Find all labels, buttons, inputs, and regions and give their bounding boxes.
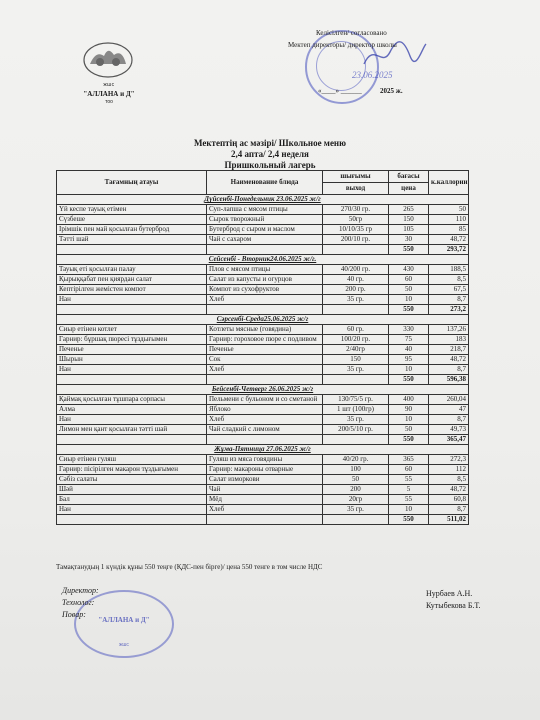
table-row xyxy=(57,325,469,335)
dish-name-ru: Печенье xyxy=(207,345,323,355)
dish-kcal: 260,04 xyxy=(429,395,469,405)
day-total-kcal: 365,47 xyxy=(429,435,469,445)
dish-price: 10 xyxy=(389,505,429,515)
dish-name-ru: Чай xyxy=(207,485,323,495)
table-row xyxy=(57,405,469,415)
dish-name-ru: Чай сладкий с лимоном xyxy=(207,425,323,435)
dish-price: 55 xyxy=(389,495,429,505)
dish-name-kz: Сиыр етінен гуляш xyxy=(57,455,207,465)
day-total-row xyxy=(57,375,469,385)
col-header-kcal: к.каллории xyxy=(429,171,469,195)
table-row xyxy=(57,485,469,495)
dish-name-kz: Сүзбеше xyxy=(57,215,207,225)
day-total-price: 550 xyxy=(389,375,429,385)
signer-name-1: Нурбаев А.Н. xyxy=(426,589,473,598)
total-empty-2 xyxy=(207,515,323,525)
dish-name-ru: Хлеб xyxy=(207,415,323,425)
dish-name-kz: Нан xyxy=(57,415,207,425)
dish-kcal: 137,26 xyxy=(429,325,469,335)
day-title: Дүйсенбі-Понедельник 23.06.2025 ж/г xyxy=(57,195,469,205)
dish-name-ru: Хлеб xyxy=(207,505,323,515)
table-row xyxy=(57,415,469,425)
dish-output: 35 гр. xyxy=(323,365,389,375)
dish-name-ru: Хлеб xyxy=(207,295,323,305)
dish-output: 150 xyxy=(323,355,389,365)
dish-name-ru: Салат изморкови xyxy=(207,475,323,485)
dish-output: 10/10/35 гр xyxy=(323,225,389,235)
school-stamp-name: "АЛЛАНА и Д" xyxy=(98,616,150,624)
day-total-price: 550 xyxy=(389,515,429,525)
dish-output: 1 шт (100гр) xyxy=(323,405,389,415)
day-total-price: 550 xyxy=(389,245,429,255)
dish-name-kz: Тәтті шай xyxy=(57,235,207,245)
table-row xyxy=(57,215,469,225)
dish-price: 40 xyxy=(389,345,429,355)
dish-name-kz: Қаймақ қосылған тұшпара сорпасы xyxy=(57,395,207,405)
dish-kcal: 8,7 xyxy=(429,505,469,515)
total-empty-2 xyxy=(207,375,323,385)
col-header-price-ru: цена xyxy=(389,183,429,195)
table-row xyxy=(57,455,469,465)
dish-name-kz: Бал xyxy=(57,495,207,505)
table-row xyxy=(57,345,469,355)
table-row xyxy=(57,275,469,285)
dish-price: 5 xyxy=(389,485,429,495)
sign-technologist: Технолог: xyxy=(62,598,95,607)
col-header-kz: Тағамның атауы xyxy=(57,171,207,195)
menu-table xyxy=(56,170,469,525)
dish-kcal: 50 xyxy=(429,205,469,215)
total-empty-3 xyxy=(323,435,389,445)
day-title: Жұма-Пятница 27.06.2025 ж/г xyxy=(57,445,469,455)
day-title: Сейсенбі - Вторник24.06.2025 ж/г. xyxy=(57,255,469,265)
dish-price: 265 xyxy=(389,205,429,215)
day-total-row xyxy=(57,245,469,255)
dish-output: 35 гр. xyxy=(323,415,389,425)
table-row xyxy=(57,235,469,245)
dish-output: 100/20 гр. xyxy=(323,335,389,345)
dish-output: 270/30 гр. xyxy=(323,205,389,215)
dish-name-kz: Гарнир: бұршақ пюресі тұздығымен xyxy=(57,335,207,345)
day-header-row xyxy=(57,255,469,265)
dish-name-kz: Үй кеспе тауық етімен xyxy=(57,205,207,215)
table-row xyxy=(57,475,469,485)
day-total-kcal: 273,2 xyxy=(429,305,469,315)
dish-kcal: 47 xyxy=(429,405,469,415)
dish-price: 10 xyxy=(389,365,429,375)
dish-name-ru: Пельмени с бульоном и со сметаной xyxy=(207,395,323,405)
table-row xyxy=(57,355,469,365)
dish-output: 50гр xyxy=(323,215,389,225)
logo-line1: жшс xyxy=(103,82,115,88)
total-empty-3 xyxy=(323,515,389,525)
dish-name-kz: Шәй xyxy=(57,485,207,495)
dish-name-ru: Компот из сухофруктов xyxy=(207,285,323,295)
dish-name-kz: Сиыр етінен котлет xyxy=(57,325,207,335)
table-row xyxy=(57,365,469,375)
dish-name-kz: Нан xyxy=(57,295,207,305)
dish-name-kz: Шырын xyxy=(57,355,207,365)
doc-camp: Пришкольный лагерь xyxy=(224,160,316,170)
dish-name-ru: Бутерброд с сыром и маслом xyxy=(207,225,323,235)
table-row xyxy=(57,505,469,515)
dish-kcal: 8,7 xyxy=(429,365,469,375)
col-header-ru: Наименование блюда xyxy=(207,171,323,195)
dish-name-ru: Гарнир: гороховое пюре с подливом xyxy=(207,335,323,345)
school-stamp-sub: жшс xyxy=(119,642,129,648)
dish-price: 50 xyxy=(389,425,429,435)
day-total-kcal: 293,72 xyxy=(429,245,469,255)
table-row xyxy=(57,265,469,275)
dish-output: 200 гр. xyxy=(323,285,389,295)
dish-kcal: 272,3 xyxy=(429,455,469,465)
approval-year: 2025 ж. xyxy=(380,87,403,95)
dish-name-ru: Яблоко xyxy=(207,405,323,415)
dish-name-kz: Нан xyxy=(57,365,207,375)
col-header-price-kz: бағасы xyxy=(389,171,429,183)
dish-name-kz: Лимон мен қант қосылған тәтті шай xyxy=(57,425,207,435)
signer-name-2: Кутыбекова Б.Т. xyxy=(426,601,481,610)
dish-name-ru: Сырок творожный xyxy=(207,215,323,225)
logo-name: "АЛЛАНА и Д" xyxy=(83,90,135,98)
dish-kcal: 188,5 xyxy=(429,265,469,275)
approval-director: Мектеп директоры/ директор школы xyxy=(288,41,397,49)
total-empty-1 xyxy=(57,245,207,255)
dish-output: 40/20 гр. xyxy=(323,455,389,465)
dish-price: 430 xyxy=(389,265,429,275)
total-empty-1 xyxy=(57,515,207,525)
dish-name-ru: Гуляш из мяса говядины xyxy=(207,455,323,465)
total-empty-3 xyxy=(323,245,389,255)
dish-output: 20гр xyxy=(323,495,389,505)
table-row xyxy=(57,335,469,345)
dish-name-kz: Гарнир: пісірілген макарон тұздығымен xyxy=(57,465,207,475)
table-row xyxy=(57,465,469,475)
table-header-row-1 xyxy=(57,171,469,183)
table-row xyxy=(57,425,469,435)
total-empty-2 xyxy=(207,245,323,255)
dish-name-kz: Кептірілген жемістен компот xyxy=(57,285,207,295)
dish-price: 60 xyxy=(389,275,429,285)
dish-output: 2/40гр xyxy=(323,345,389,355)
total-empty-3 xyxy=(323,375,389,385)
dish-name-ru: Салат из капусты и огурцов xyxy=(207,275,323,285)
dish-name-kz: Нан xyxy=(57,505,207,515)
dish-name-ru: Мёд xyxy=(207,495,323,505)
dish-name-kz: Қырыққабат пен қиярдан салат xyxy=(57,275,207,285)
dish-name-kz: Алма xyxy=(57,405,207,415)
dish-kcal: 8,5 xyxy=(429,275,469,285)
day-title: Сәрсенбі-Среда25.06.2025 ж/г xyxy=(57,315,469,325)
dish-output: 200/5/10 гр. xyxy=(323,425,389,435)
day-header-row xyxy=(57,315,469,325)
price-note: Тамақтанудың 1 күндік құны 550 теңге (ҚДС-пен бірге)/ цена 550 тенге в том числе НДС xyxy=(56,563,323,571)
day-total-row xyxy=(57,305,469,315)
total-empty-1 xyxy=(57,305,207,315)
day-title: Бейсенбі-Четверг 26.06.2025 ж/г xyxy=(57,385,469,395)
dish-kcal: 112 xyxy=(429,465,469,475)
total-empty-1 xyxy=(57,435,207,445)
day-total-kcal: 596,38 xyxy=(429,375,469,385)
day-total-row xyxy=(57,515,469,525)
dish-name-kz: Печенье xyxy=(57,345,207,355)
dish-price: 50 xyxy=(389,285,429,295)
dish-price: 60 xyxy=(389,465,429,475)
dish-kcal: 8,7 xyxy=(429,295,469,305)
dish-price: 55 xyxy=(389,475,429,485)
dish-price: 30 xyxy=(389,235,429,245)
dish-kcal: 85 xyxy=(429,225,469,235)
dish-name-kz: Тауық еті қосылған палау xyxy=(57,265,207,275)
day-total-kcal: 511,02 xyxy=(429,515,469,525)
dish-price: 90 xyxy=(389,405,429,415)
dish-price: 365 xyxy=(389,455,429,465)
dish-output: 35 гр. xyxy=(323,295,389,305)
dish-kcal: 8,5 xyxy=(429,475,469,485)
handwritten-date: 23.06.2025 xyxy=(352,70,393,80)
dish-name-kz: Ірімшік пен май қосылған бутерброд xyxy=(57,225,207,235)
approval-agreed: Келісілген/ согласовано xyxy=(316,29,387,37)
dish-name-ru: Хлеб xyxy=(207,365,323,375)
table-row xyxy=(57,285,469,295)
school-logo-icon xyxy=(82,40,134,80)
dish-name-ru: Плов с мясом птицы xyxy=(207,265,323,275)
dish-kcal: 183 xyxy=(429,335,469,345)
dish-output: 35 гр. xyxy=(323,505,389,515)
day-total-row xyxy=(57,435,469,445)
dish-kcal: 8,7 xyxy=(429,415,469,425)
dish-price: 105 xyxy=(389,225,429,235)
dish-name-ru: Чай с сахаром xyxy=(207,235,323,245)
dish-kcal: 218,7 xyxy=(429,345,469,355)
dish-price: 10 xyxy=(389,415,429,425)
dish-name-ru: Котлеты мясные (говядина) xyxy=(207,325,323,335)
day-header-row xyxy=(57,195,469,205)
sign-cook: Повар: xyxy=(62,610,86,619)
dish-kcal: 49,73 xyxy=(429,425,469,435)
dish-kcal: 48,72 xyxy=(429,355,469,365)
dish-output: 40/200 гр. xyxy=(323,265,389,275)
day-header-row xyxy=(57,445,469,455)
approval-date-prefix: «____» ______ xyxy=(318,87,362,95)
dish-name-ru: Гарнир: макароны отварные xyxy=(207,465,323,475)
total-empty-2 xyxy=(207,305,323,315)
day-total-price: 550 xyxy=(389,305,429,315)
dish-output: 40 гр. xyxy=(323,275,389,285)
dish-price: 150 xyxy=(389,215,429,225)
dish-name-ru: Сок xyxy=(207,355,323,365)
dish-kcal: 110 xyxy=(429,215,469,225)
dish-name-ru: Суп-лапша с мясом птицы xyxy=(207,205,323,215)
dish-output: 200 xyxy=(323,485,389,495)
dish-output: 200/10 гр. xyxy=(323,235,389,245)
table-row xyxy=(57,295,469,305)
dish-price: 330 xyxy=(389,325,429,335)
dish-price: 10 xyxy=(389,295,429,305)
dish-price: 95 xyxy=(389,355,429,365)
dish-price: 400 xyxy=(389,395,429,405)
table-row xyxy=(57,225,469,235)
day-total-price: 550 xyxy=(389,435,429,445)
dish-output: 100 xyxy=(323,465,389,475)
dish-output: 50 xyxy=(323,475,389,485)
menu-table-body xyxy=(57,195,469,525)
dish-kcal: 67,5 xyxy=(429,285,469,295)
total-empty-1 xyxy=(57,375,207,385)
dish-kcal: 48,72 xyxy=(429,235,469,245)
total-empty-2 xyxy=(207,435,323,445)
col-header-output-kz: шығымы xyxy=(323,171,389,183)
table-row xyxy=(57,495,469,505)
col-header-output-ru: выход xyxy=(323,183,389,195)
sign-director: Директор: xyxy=(62,586,99,595)
dish-kcal: 48,72 xyxy=(429,485,469,495)
dish-price: 75 xyxy=(389,335,429,345)
logo-line3: тоо xyxy=(105,99,113,105)
dish-output: 130/75/5 гр. xyxy=(323,395,389,405)
total-empty-3 xyxy=(323,305,389,315)
doc-week: 2,4 апта/ 2,4 неделя xyxy=(231,149,309,159)
school-logo xyxy=(66,40,152,114)
dish-kcal: 60,8 xyxy=(429,495,469,505)
doc-title: Мектептің ас мәзірі/ Школьное меню xyxy=(193,138,346,148)
day-header-row xyxy=(57,385,469,395)
table-row xyxy=(57,395,469,405)
dish-output: 60 гр. xyxy=(323,325,389,335)
table-row xyxy=(57,205,469,215)
dish-name-kz: Сәбіз салаты xyxy=(57,475,207,485)
